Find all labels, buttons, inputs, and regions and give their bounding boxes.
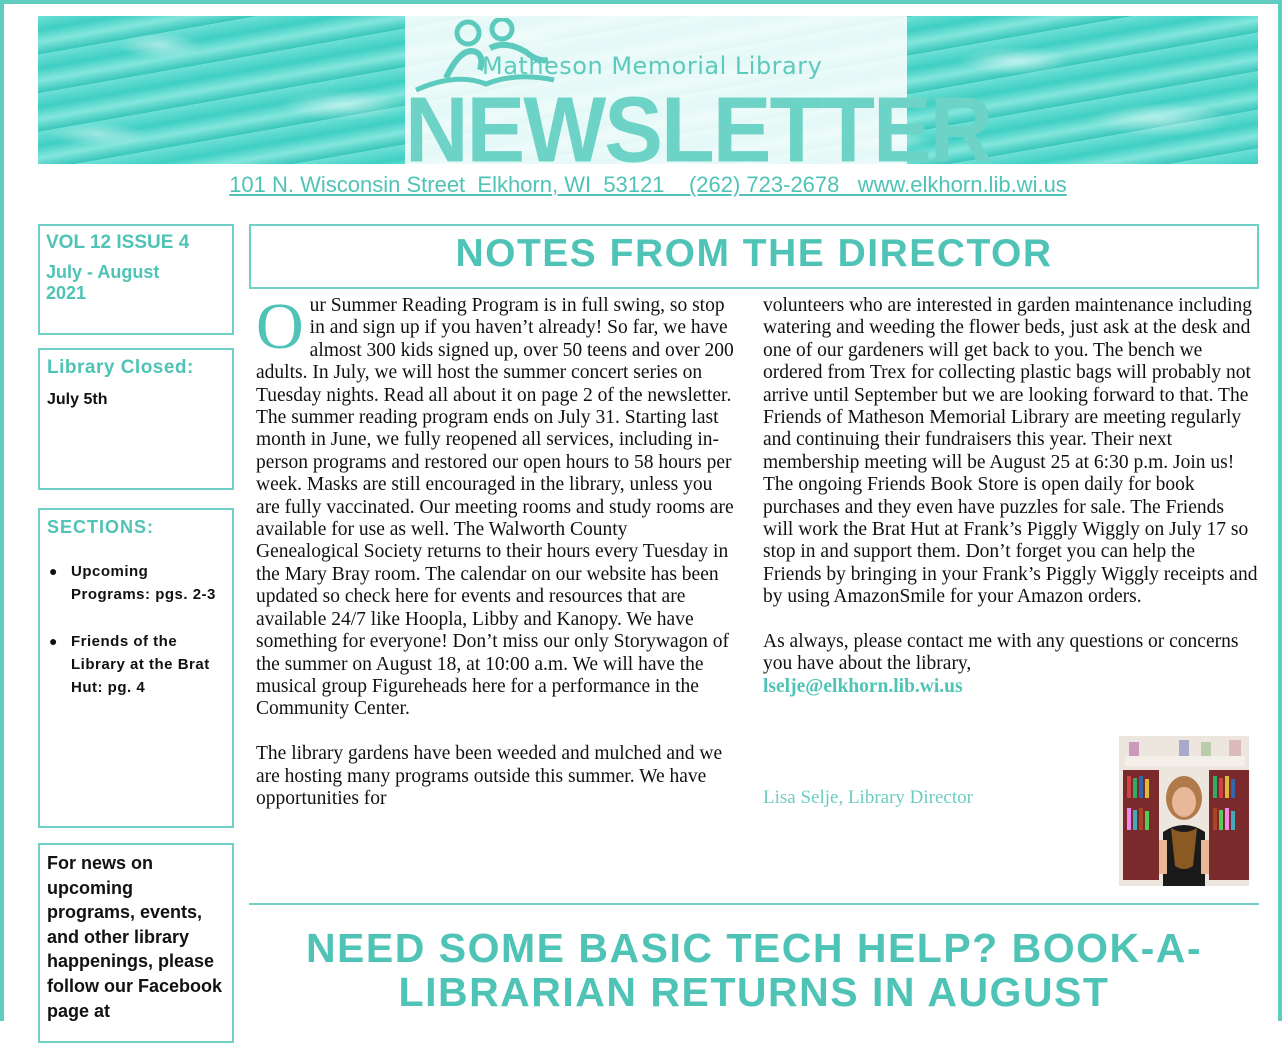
issue-date: July - August 2021 [46,262,160,303]
volume-issue: VOL 12 ISSUE 4 [46,232,190,253]
newsletter-banner [38,16,1258,164]
article-title-box [249,224,1259,289]
bullet-icon: ● [49,563,58,579]
article-paragraph: volunteers who are interested in garden maintenance including watering and weeding the flower beds, just ask at the desk and one of our gardeners will get back to you. The bench we ordered from Trex for collecting plastic bags will probably not arrive until September but we are looking forward to that. The Friends of Matheson Memorial Library are meeting regularly and continuing their fundraisers this year. Their next membership meeting will be August 25 at 6:30 p.m. Join us! The ongoing Friends Book Store is open daily for book purchases and they even have puzzles for sale. The Friends will work the Brat Hut at Frank’s Piggly Wiggly on July 17 so stop in and support them. Don’t forget you can help the Friends by bringing in your Frank’s Piggly Wiggly receipts and by using AmazonSmile for your Amazon orders. [763,295,1258,608]
drop-cap: O [256,290,304,363]
list-item [47,630,221,699]
facebook-note-box [38,843,234,1043]
sections-box [38,508,234,828]
sections-list [47,560,232,699]
article-column-left [256,290,734,810]
section-divider [249,903,1259,905]
section-label: Friends of the Library at the Brat Hut: pg. 4 [71,633,210,696]
article-title: NOTES FROM THE DIRECTOR [455,232,1053,275]
library-closed-box [38,348,234,490]
section-label: Upcoming Programs: pgs. 2-3 [71,563,216,603]
director-signature: Lisa Selje, Library Director [763,787,973,808]
article-paragraph: The library gardens have been weeded and mulched and we are hosting many programs outside this summer. We have opportunities for [256,743,723,809]
facebook-note: For news on upcoming programs, events, and other library happenings, please follow our Facebook page at [47,853,223,1021]
closed-title: Library Closed: [47,357,194,378]
list-item [47,560,221,606]
newsletter-wordmark: NEWSLETTER [405,77,992,164]
library-name: Matheson Memorial Library [482,52,823,80]
bullet-icon: ● [49,633,58,649]
director-photo [1119,736,1249,886]
article-paragraph [256,290,734,721]
director-email-link[interactable]: lselje@elkhorn.lib.wi.us [763,675,963,697]
article-column-right [763,295,1258,698]
closed-date: July 5th [47,391,108,408]
contact-address-line[interactable]: 101 N. Wisconsin Street Elkhorn, WI 53121 (262) 723-2678 www.elkhorn.lib.wi.us [229,172,1067,197]
next-article-title: NEED SOME BASIC TECH HELP? BOOK-A-LIBRARIAN RETURNS IN AUGUST [305,925,1203,1015]
issue-info-box [38,224,234,335]
article-paragraph [763,631,1258,698]
paragraph-text: ur Summer Reading Program is in full swing, so stop in and sign up if you haven’t already! So far, we have almost 300 kids signed up, over 50 teens and over 200 adults. In July, we will host the summer concert series on Tuesday nights. Read all about it on page 2 of the newsletter. The summer reading program ends on July 31. Starting last month in June, we fully reopened all services, including in-person programs and restored our open hours to 58 hours per week. Masks are still encouraged in the library, unless you are fully vaccinated. Our meeting rooms and study rooms are available for use as well. The Walworth County Genealogical Society returns to their hours every Tuesday in the Mary Bray room. The calendar on our website has been updated so check here for events and resources that are available 24/7 like Hoopla, Libby and Kanopy. We have something for everyone! Don’t miss our only Storywagon of the summer on August 18, at 10:00 a.m. We will have the musical group Figureheads here for a performance in the Community Center. [256,295,734,720]
sections-title: SECTIONS: [47,517,155,537]
paragraph-text: As always, please contact me with any questions or concerns you have about the library, [763,631,1239,675]
